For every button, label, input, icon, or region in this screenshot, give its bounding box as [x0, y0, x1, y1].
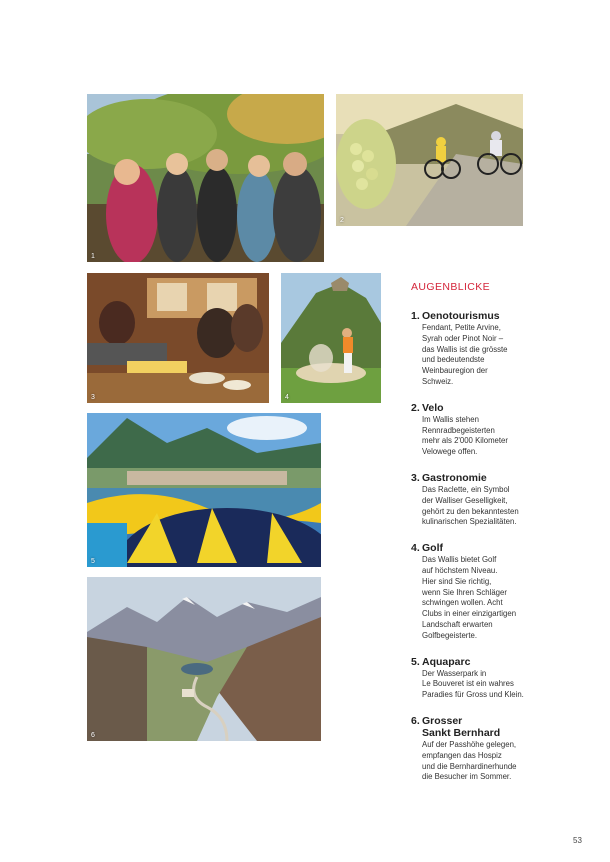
entry-body: Im Wallis stehen Rennradbegeisterten mehr als 2'000 Kilometer Velowege offen.: [422, 414, 508, 457]
entry-gastronomie: [411, 472, 551, 528]
photo-number: 2: [340, 217, 344, 224]
entry-title: [411, 656, 551, 668]
entry-grosser-sankt-bernhard: [411, 715, 551, 783]
entry-body: Auf der Passhöhe gelegen, empfangen das Hospiz und die Bernhardinerhunde die Besucher im Sommer.: [422, 739, 517, 782]
photo-cyclists: [336, 94, 523, 226]
photo-number: 3: [91, 394, 95, 401]
sidebar-heading: AUGENBLICKE: [411, 281, 491, 293]
entry-index: 1.: [411, 310, 420, 322]
entry-title: [411, 715, 551, 739]
entry-title: [411, 402, 551, 414]
photo-number: 5: [91, 558, 95, 565]
entry-index: 2.: [411, 401, 420, 414]
entry-index: 3.: [411, 471, 420, 484]
photo-number: 6: [91, 732, 95, 739]
entry-title-line2: Sankt Bernhard: [422, 726, 501, 739]
photo-raclette: [87, 273, 269, 403]
photo-number: 1: [91, 253, 95, 260]
entry-title-text: Golf: [422, 542, 443, 555]
photo-wine-toast: [87, 94, 324, 262]
entry-title-text: Gastronomie: [422, 471, 487, 484]
entry-body: Der Wasserpark in Le Bouveret ist ein wahres Paradies für Gross und Klein.: [422, 668, 524, 700]
entry-velo: [411, 402, 551, 458]
entry-title-text: Grosser: [422, 714, 463, 727]
entry-title: [411, 310, 551, 322]
entry-body: Fendant, Petite Arvine, Syrah oder Pinot Noir – das Wallis ist die grösste und bedeutendste Weinbauregion der Schweiz.: [422, 323, 508, 386]
entry-title: [411, 472, 551, 484]
entry-index: 5.: [411, 655, 420, 668]
entry-body: Das Raclette, ein Symbol der Walliser Geselligkeit, gehört zu den bekanntesten kulinarischen Spezialitäten.: [422, 484, 519, 527]
page-number: 53: [573, 836, 582, 845]
photo-number: 4: [285, 394, 289, 401]
entry-aquaparc: [411, 656, 551, 701]
entry-title-text: Aquaparc: [422, 655, 471, 668]
entry-title-text: Oenotourismus: [422, 310, 500, 322]
moments-sidebar: [411, 281, 551, 797]
entry-golf: [411, 542, 551, 641]
entry-index: 4.: [411, 542, 420, 555]
entry-oenotourismus: [411, 310, 551, 388]
photo-aquaparc: [87, 413, 321, 567]
entry-index: 6.: [411, 714, 420, 727]
entry-title: [411, 542, 551, 554]
entry-body: Das Wallis bietet Golf auf höchstem Niveau. Hier sind Sie richtig, wenn Sie Ihren Schläger schwingen wollen. Acht Clubs in einer einzigartigen Landschaft erwarten Golfbegeisterte.: [422, 555, 517, 640]
photo-st-bernard-pass: [87, 577, 321, 741]
photo-golf: [281, 273, 381, 403]
entry-title-text: Velo: [422, 401, 444, 414]
